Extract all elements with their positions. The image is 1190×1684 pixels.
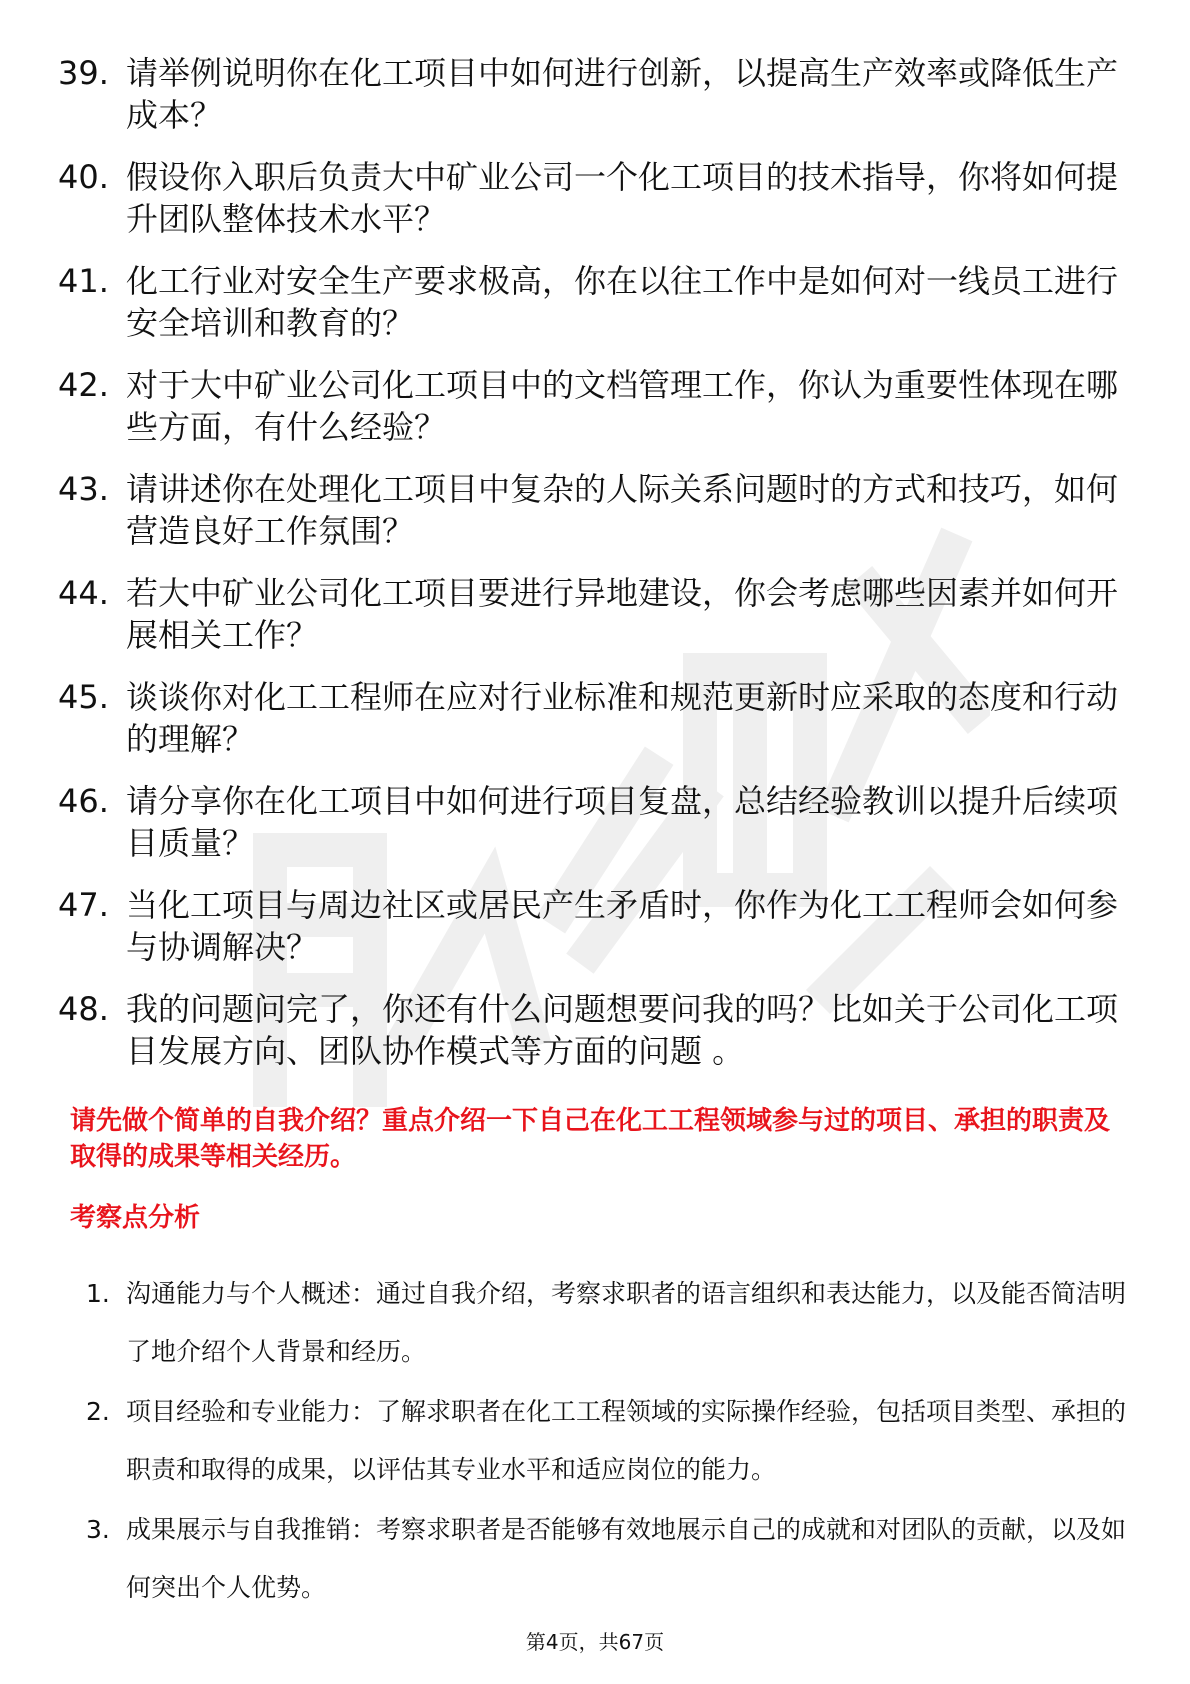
analysis-text: 沟通能力与个人概述：通过自我介绍，考察求职者的语言组织和表达能力，以及能否简洁明了地介绍个人背景和经历。 — [126, 1279, 1127, 1366]
question-text: 化工行业对安全生产要求极高，你在以往工作中是如何对一线员工进行安全培训和教育的？ — [126, 262, 1119, 342]
question-text: 对于大中矿业公司化工项目中的文档管理工作，你认为重要性体现在哪些方面，有什么经验？ — [126, 366, 1119, 446]
question-item — [58, 468, 1138, 552]
question-text: 当化工项目与周边社区或居民产生矛盾时，你作为化工工程师会如何参与协调解决？ — [126, 886, 1119, 966]
question-number: 40. — [58, 158, 109, 196]
question-item — [58, 52, 1138, 136]
question-text: 请举例说明你在化工项目中如何进行创新，以提高生产效率或降低生产成本？ — [126, 54, 1119, 134]
question-item — [58, 364, 1138, 448]
question-text: 谈谈你对化工工程师在应对行业标准和规范更新时应采取的态度和行动的理解？ — [126, 678, 1119, 758]
analysis-heading: 考察点分析 — [70, 1203, 201, 1233]
question-number: 42. — [58, 366, 109, 404]
question-item — [58, 884, 1138, 968]
question-number: 41. — [58, 262, 109, 300]
highlighted-question: 请先做个简单的自我介绍？重点介绍一下自己在化工工程领域参与过的项目、承担的职责及取得的成果等相关经历。 — [70, 1106, 1111, 1172]
analysis-number: 2. — [86, 1397, 110, 1426]
analysis-number: 3. — [86, 1515, 110, 1544]
question-number: 43. — [58, 470, 109, 508]
question-number: 45. — [58, 678, 109, 716]
analysis-item — [86, 1383, 1126, 1499]
question-number: 47. — [58, 886, 109, 924]
analysis-number: 1. — [86, 1279, 110, 1308]
question-text: 请分享你在化工项目中如何进行项目复盘，总结经验教训以提升后续项目质量？ — [126, 782, 1119, 862]
question-text: 若大中矿业公司化工项目要进行异地建设，你会考虑哪些因素并如何开展相关工作？ — [126, 574, 1119, 654]
question-number: 46. — [58, 782, 109, 820]
analysis-item — [86, 1501, 1126, 1617]
question-item — [58, 780, 1138, 864]
analysis-item — [86, 1265, 1126, 1381]
question-item — [58, 988, 1138, 1072]
question-number: 48. — [58, 990, 109, 1028]
analysis-list — [86, 1265, 1126, 1619]
question-item — [58, 156, 1138, 240]
question-item — [58, 676, 1138, 760]
question-text: 我的问题问完了，你还有什么问题想要问我的吗？比如关于公司化工项目发展方向、团队协作模式等方面的问题 。 — [126, 990, 1119, 1070]
question-number: 39. — [58, 54, 109, 92]
question-item — [58, 572, 1138, 656]
question-list — [58, 52, 1138, 1092]
page-footer: 第4页，共67页 — [525, 1630, 665, 1654]
question-text: 假设你入职后负责大中矿业公司一个化工项目的技术指导，你将如何提升团队整体技术水平？ — [126, 158, 1119, 238]
analysis-text: 项目经验和专业能力：了解求职者在化工工程领域的实际操作经验，包括项目类型、承担的职责和取得的成果，以评估其专业水平和适应岗位的能力。 — [126, 1397, 1127, 1484]
question-number: 44. — [58, 574, 109, 612]
question-item — [58, 260, 1138, 344]
question-text: 请讲述你在处理化工项目中复杂的人际关系问题时的方式和技巧，如何营造良好工作氛围？ — [126, 470, 1119, 550]
analysis-text: 成果展示与自我推销：考察求职者是否能够有效地展示自己的成就和对团队的贡献，以及如何突出个人优势。 — [126, 1515, 1127, 1602]
